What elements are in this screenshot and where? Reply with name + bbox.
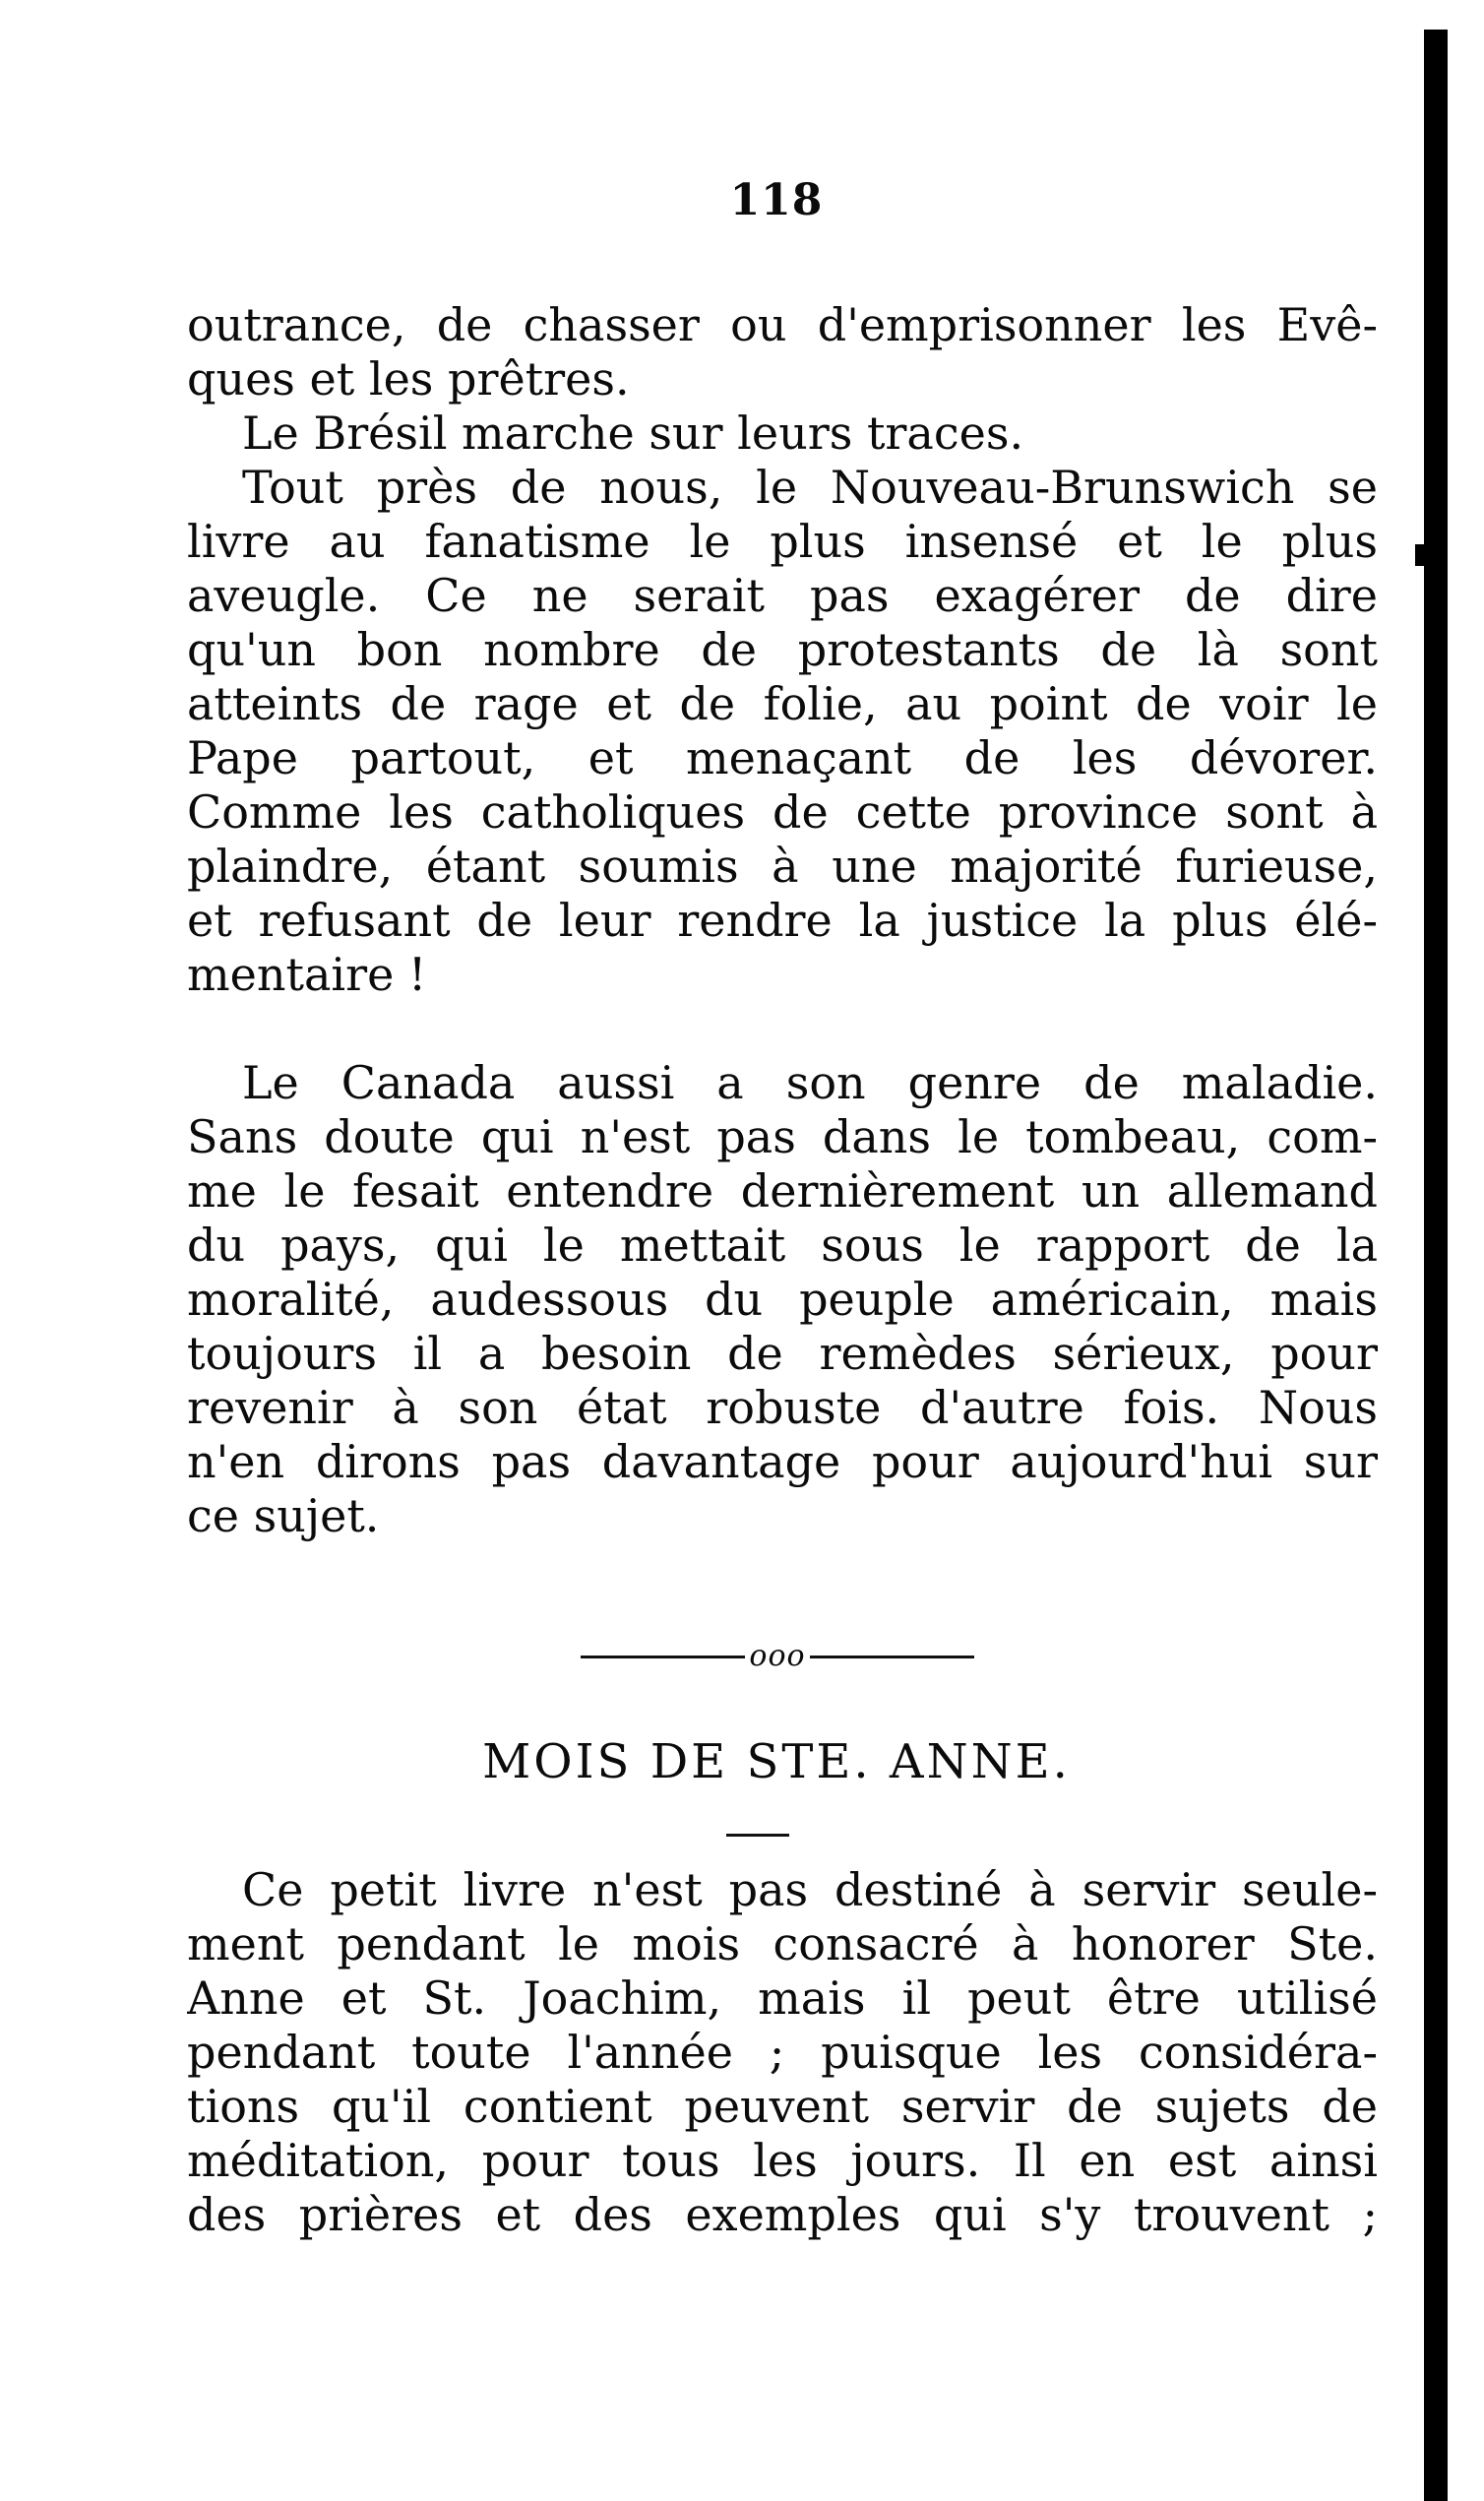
text-line: tions qu'il contient peuvent servir de sujets de: [187, 2080, 1378, 2133]
page-edge-mark: [1415, 544, 1424, 566]
text-line: Comme les catholiques de cette province sont à: [187, 785, 1378, 839]
text-line: revenir à son état robuste d'autre fois. Nous: [187, 1381, 1378, 1434]
paragraph-1: [187, 298, 1378, 406]
text-line: plaindre, étant soumis à une majorité furieuse,: [187, 840, 1378, 893]
text-line: n'en dirons pas davantage pour aujourd'hui sur: [187, 1435, 1378, 1488]
section-paragraph: [187, 1863, 1378, 2242]
text-line: outrance, de chasser ou d'emprisonner les Evê-: [187, 298, 1378, 351]
text-line: Ce petit livre n'est pas destiné à servir seule-: [242, 1863, 1378, 1916]
text-line: méditation, pour tous les jours. Il en est ainsi: [187, 2134, 1378, 2187]
text-line: du pays, qui le mettait sous le rapport de la: [187, 1219, 1378, 1272]
text-line: Sans doute qui n'est pas dans le tombeau, com-: [187, 1110, 1378, 1163]
text-line: des prières et des exemples qui s'y trouvent ;: [187, 2188, 1378, 2241]
separator-rule-left: [581, 1656, 745, 1658]
page-edge-shadow: [1424, 30, 1448, 2501]
section-title: MOIS DE STE. ANNE.: [482, 1734, 1071, 1789]
section-separator: [581, 1637, 974, 1676]
text-line: Pape partout, et menaçant de les dévorer.: [187, 731, 1378, 784]
text-line: Le Brésil marche sur leurs traces.: [242, 406, 1024, 460]
text-line: mentaire !: [187, 948, 427, 1001]
text-line: aveugle. Ce ne serait pas exagérer de dire: [187, 569, 1378, 622]
text-line: pendant toute l'année ; puisque les considéra-: [187, 2026, 1378, 2079]
text-line: Tout près de nous, le Nouveau-Brunswich se: [242, 461, 1378, 514]
page-number: 118: [729, 175, 824, 225]
text-line: moralité, audessous du peuple américain, mais: [187, 1273, 1378, 1326]
text-line: atteints de rage et de folie, au point de voir le: [187, 677, 1378, 730]
text-line: Le Canada aussi a son genre de maladie.: [242, 1056, 1378, 1109]
text-line: livre au fanatisme le plus insensé et le plus: [187, 515, 1378, 568]
text-line: Anne et St. Joachim, mais il peut être utilisé: [187, 1971, 1378, 2025]
paragraph-2: [187, 406, 1378, 461]
separator-rule-right: [810, 1656, 974, 1658]
text-line: me le fesait entendre dernièrement un allemand: [187, 1164, 1378, 1218]
text-line: et refusant de leur rendre la justice la plus élé-: [187, 894, 1378, 947]
text-line: ce sujet.: [187, 1489, 380, 1542]
paragraph-3: [187, 461, 1378, 1002]
title-underline-rule: [726, 1834, 789, 1837]
separator-mark: ooo: [749, 1639, 806, 1673]
text-line: ment pendant le mois consacré à honorer Ste.: [187, 1917, 1378, 1970]
text-line: qu'un bon nombre de protestants de là sont: [187, 623, 1378, 676]
text-line: toujours il a besoin de remèdes sérieux, pour: [187, 1327, 1378, 1380]
text-line: ques et les prêtres.: [187, 352, 630, 406]
paragraph-4: [187, 1056, 1378, 1543]
